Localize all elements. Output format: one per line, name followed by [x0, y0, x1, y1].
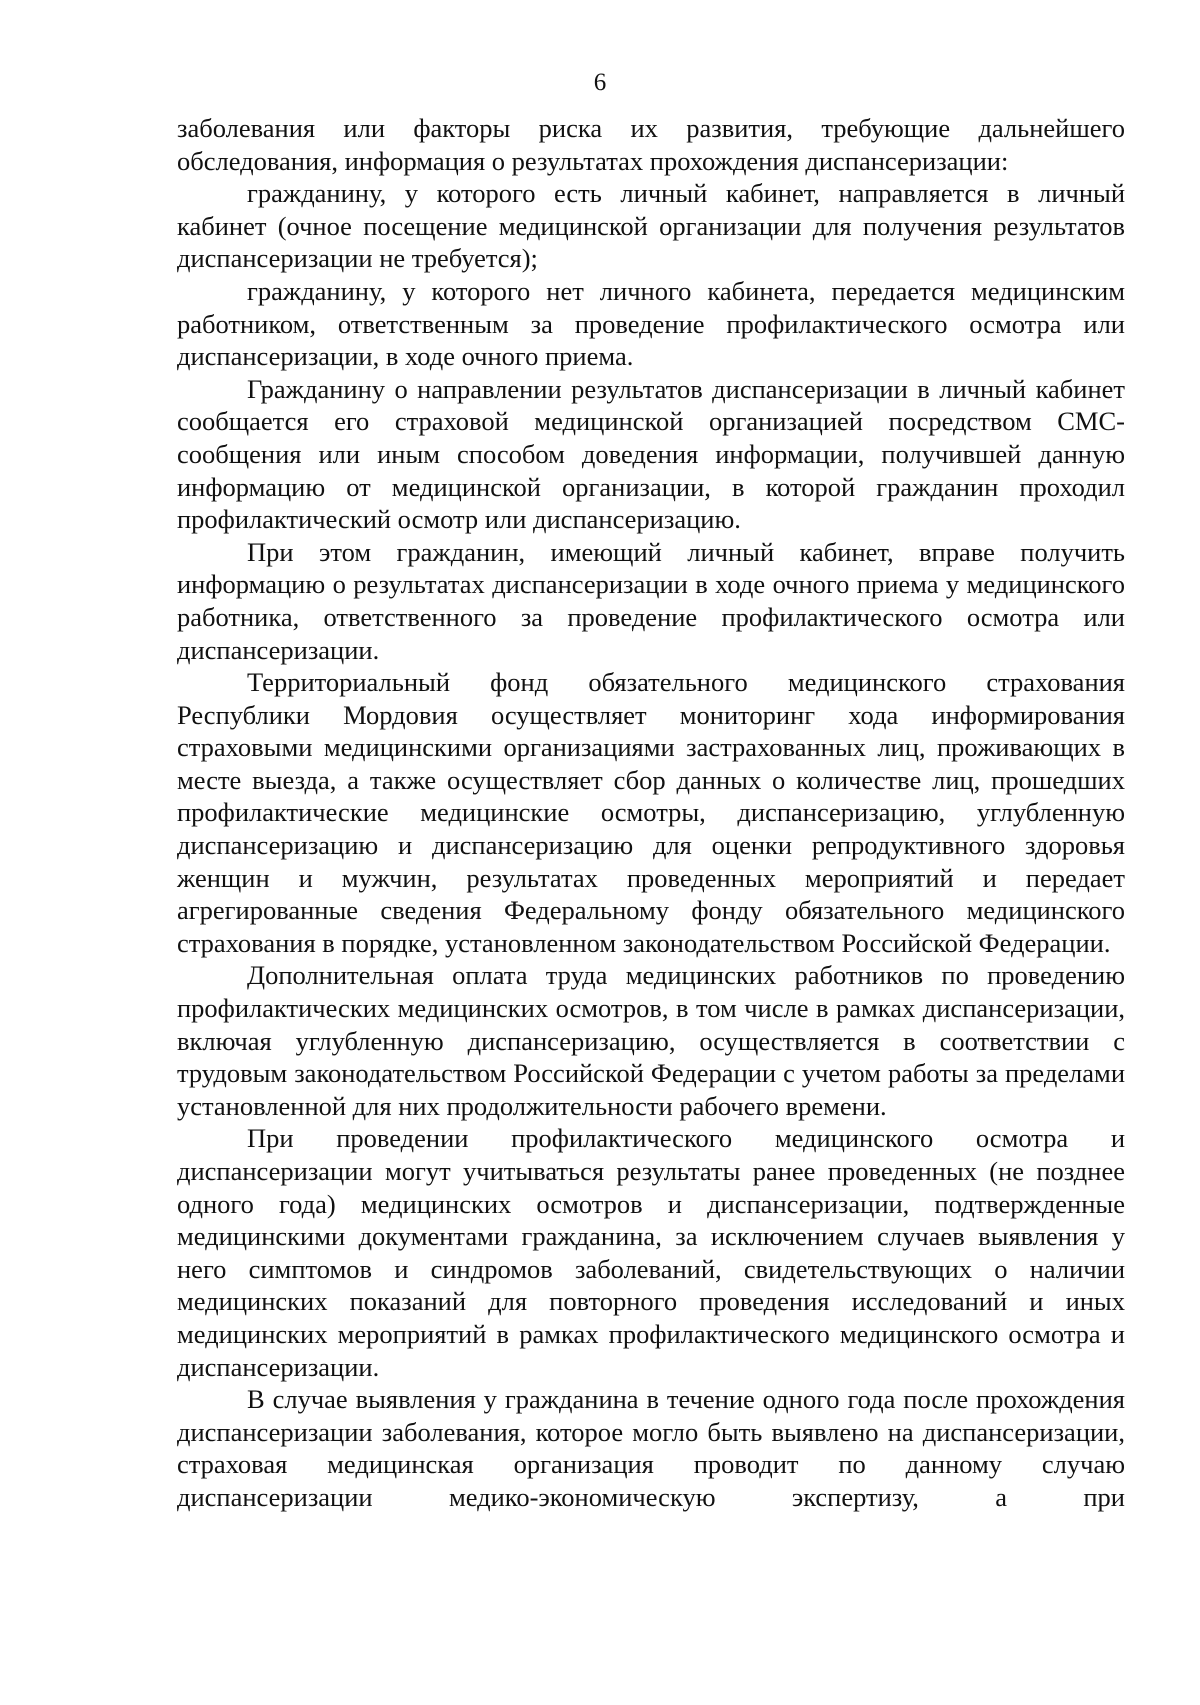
paragraph-9: В случае выявления у гражданина в течение одного года после прохождения диспансеризации заболевания, которое могло быть выявлено на диспансеризации, страховая медицинская организация проводит по данному случаю диспансеризации медико-экономическую экспертизу, а при [177, 1384, 1125, 1512]
page-number: 6 [593, 69, 607, 96]
paragraph-5: При этом гражданин, имеющий личный кабинет, вправе получить информацию о результатах диспансеризации в ходе очного приема у медицинского работника, ответственного за проведение профилактического осмотра или диспансеризации. [177, 536, 1125, 665]
document-body [177, 112, 1125, 1514]
paragraph-1: заболевания или факторы риска их развития, требующие дальнейшего обследования, информация о результатах прохождения диспансеризации: [177, 113, 1125, 176]
paragraph-7: Дополнительная оплата труда медицинских работников по проведению профилактических медицинских осмотров, в том числе в рамках диспансеризации, включая углубленную диспансеризацию, осуществляется в соответствии с трудовым законодательством Российской Федерации с учетом работы за пределами установленной для них продолжительности рабочего времени. [177, 960, 1125, 1121]
paragraph-6: Территориальный фонд обязательного медицинского страхования Республики Мордовия осуществляет мониторинг хода информирования страховыми медицинскими организациями застрахованных лиц, проживающих в месте выезда, а также осуществляет сбор данных о количестве лиц, прошедших профилактические медицинские осмотры, диспансеризацию, углубленную диспансеризацию и диспансеризацию для оценки репродуктивного здоровья женщин и мужчин, результатах проведенных мероприятий и передает агрегированные сведения Федеральному фонду обязательного медицинского страхования в порядке, установленном законодательством Российской Федерации. [177, 667, 1125, 958]
paragraph-3: гражданину, у которого нет личного кабинета, передается медицинским работником, ответственным за проведение профилактического осмотра или диспансеризации, в ходе очного приема. [177, 275, 1125, 372]
paragraph-8: При проведении профилактического медицинского осмотра и диспансеризации могут учитываться результаты ранее проведенных (не позднее одного года) медицинских осмотров и диспансеризации, подтвержденные медицинскими документами гражданина, за исключением случаев выявления у него симптомов и синдромов заболеваний, свидетельствующих о наличии медицинских показаний для повторного проведения исследований и иных медицинских мероприятий в рамках профилактического медицинского осмотра и диспансеризации. [177, 1123, 1125, 1382]
paragraph-2: гражданину, у которого есть личный кабинет, направляется в личный кабинет (очное посещение медицинской организации для получения результатов диспансеризации не требуется); [177, 178, 1125, 274]
paragraph-4: Гражданину о направлении результатов диспансеризации в личный кабинет сообщается его страховой медицинской организацией посредством СМС-сообщения или иным способом доведения информации, получившей данную информацию от медицинской организации, в которой гражданин проходил профилактический осмотр или диспансеризацию. [177, 373, 1125, 535]
